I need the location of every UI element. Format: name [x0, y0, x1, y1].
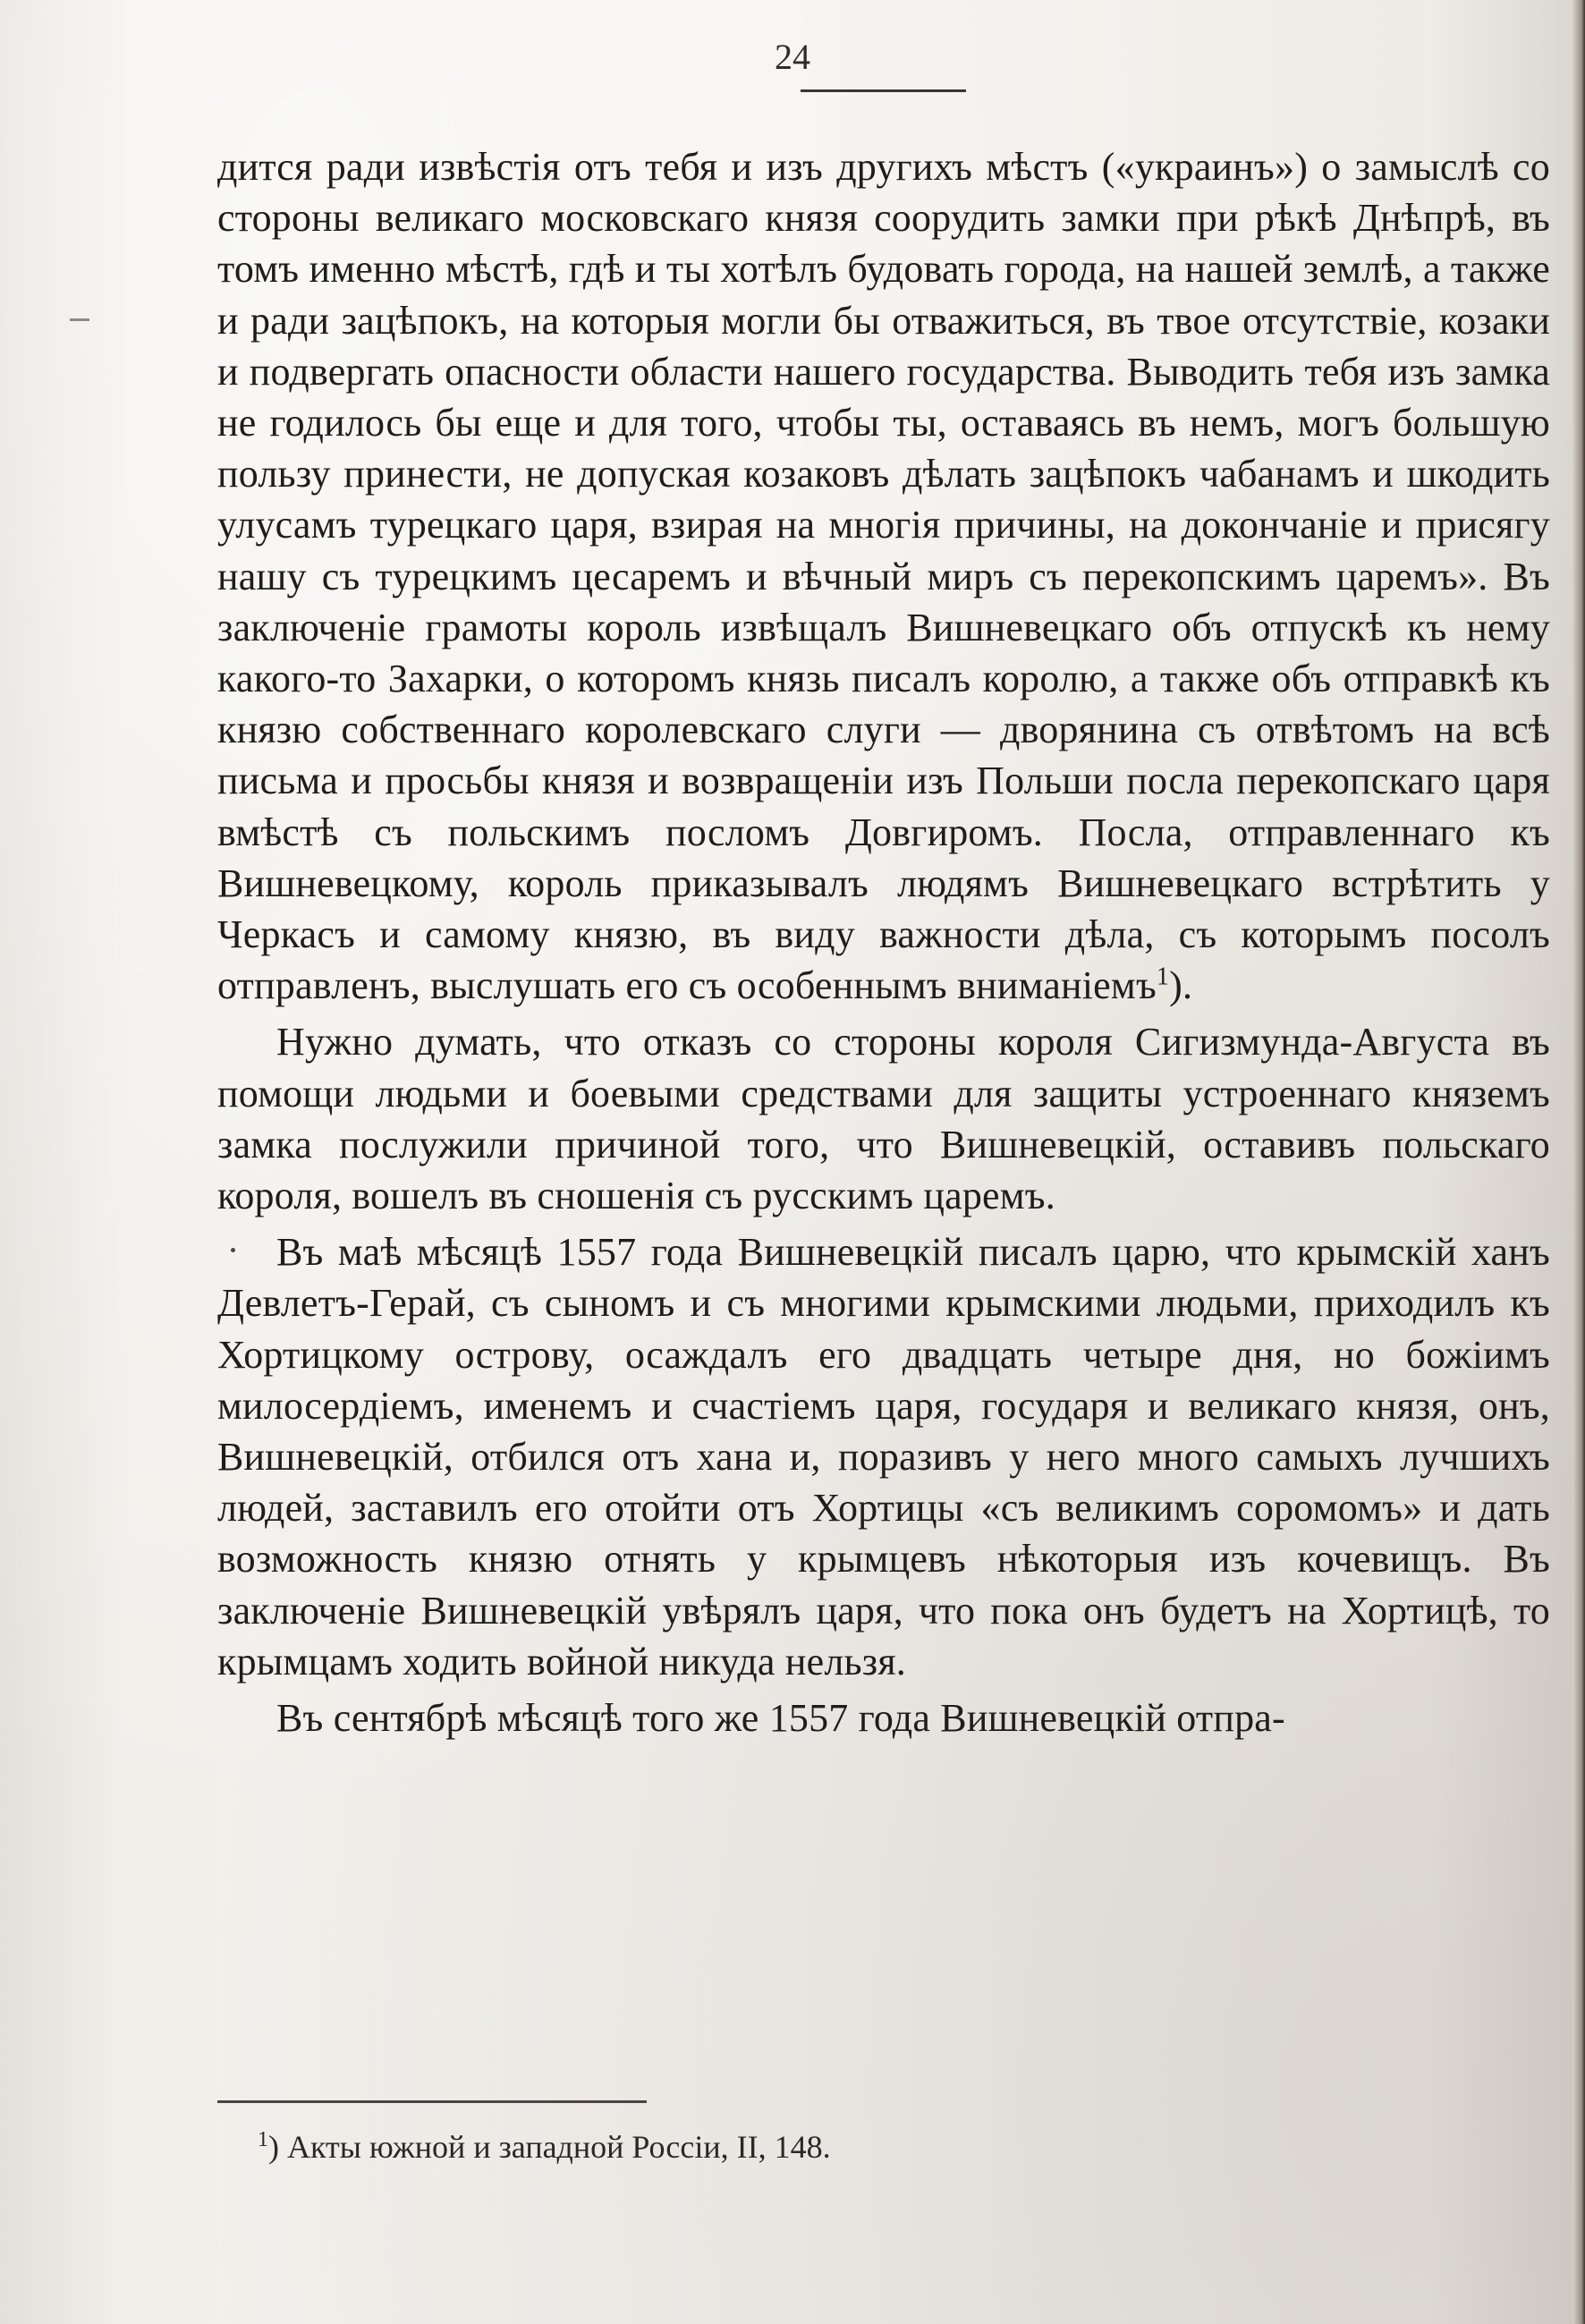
paragraph: [217, 1016, 1550, 1221]
footnote-marker: 1: [258, 2128, 268, 2151]
footnote: [258, 2125, 831, 2168]
paragraph-text: дится ради извѣстія отъ тебя и изъ другихъ мѣстъ («украинъ») о замыслѣ со стороны великаго московскаго князя соорудить замки при рѣкѣ Днѣпрѣ, въ томъ именно мѣстѣ, гдѣ и ты хотѣлъ будовать города, на нашей землѣ, а также и ради зацѣпокъ, на которыя могли бы отважиться, въ твое отсутствіе, козаки и подвергать опасности области нашего государства. Выводить тебя изъ замка не годилось бы еще и для того, чтобы ты, оставаясь въ немъ, могъ большую пользу принести, не допуская козаковъ дѣлать зацѣпокъ чабанамъ и шкодить улусамъ турецкаго царя, взирая на многія причины, на докончаніе и присягу нашу съ турецкимъ цесаремъ и вѣчный миръ съ перекопскимъ царемъ». Въ заключеніе грамоты король извѣщалъ Вишневецкаго объ отпускѣ къ нему какого-то Захарки, о которомъ князь писалъ королю, а также объ отправкѣ къ князю собственнаго королевскаго слуги — дворянина съ отвѣтомъ на всѣ письма и просьбы князя и возвращеніи изъ Польши посла перекопскаго царя вмѣстѣ съ польскимъ посломъ Довгиромъ. Посла, отправленнаго къ Вишневецкому, король приказывалъ людямъ Вишневецкаго встрѣтить у Черкасъ и самому князю, въ виду важности дѣла, съ которымъ посолъ отправленъ, выслушать его съ особеннымъ вниманіемъ: [217, 145, 1550, 1008]
margin-mark: [70, 318, 89, 321]
paragraph-continued: [217, 141, 1550, 1011]
footnote-rule: [217, 2100, 647, 2103]
paragraph: [217, 1226, 1550, 1687]
paragraph-tail: ).: [1169, 963, 1193, 1008]
paragraph-text: Въ маѣ мѣсяцѣ 1557 года Вишневецкій писалъ царю, что крымскій ханъ Девлетъ-Герай, съ сыномъ и съ многими крымскими людьми, приходилъ къ Хортицкому острову, осаждалъ его двадцать четыре дня, но божіимъ милосердіемъ, именемъ и счастіемъ царя, государя и великаго князя, онъ, Вишневецкій, отбился отъ хана и, поразивъ у него много самыхъ лучшихъ людей, заставилъ его отойти отъ Хортицы «съ великимъ соромомъ» и дать возможность князю отнять у крымцевъ нѣкоторыя изъ кочевищъ. Въ заключеніе Вишневецкій увѣрялъ царя, что пока онъ будетъ на Хортицѣ, то крымцамъ ходить войной никуда нельзя.: [217, 1230, 1550, 1684]
page-right-edge: [1572, 0, 1585, 2324]
paragraph: [217, 1692, 1550, 1743]
header-rule: [801, 89, 966, 92]
page-number: 24: [775, 37, 810, 77]
footnote-reference: 1: [1156, 963, 1170, 991]
paragraph-text: Нужно думать, что отказъ со стороны короля Сигизмунда-Августа въ помощи людьми и боевыми средствами для защиты устроеннаго княземъ замка послужили причиной того, что Вишневецкій, оставивъ польскаго короля, вошелъ въ сношенія съ русскимъ царемъ.: [217, 1020, 1550, 1218]
footnote-text: ) Акты южной и западной Россіи, II, 148.: [268, 2129, 831, 2165]
body-text: [217, 141, 1550, 1749]
paragraph-text: Въ сентябрѣ мѣсяцѣ того же 1557 года Вишневецкій отпра-: [276, 1696, 1285, 1741]
